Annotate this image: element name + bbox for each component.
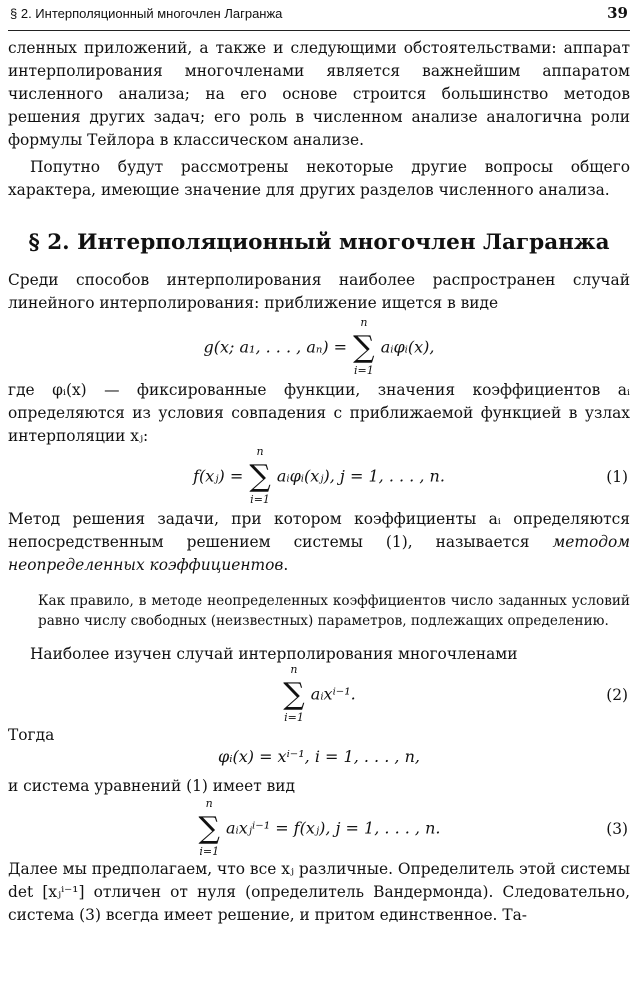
- eq-g-lhs: g(x; a₁, . . . , aₙ) =: [203, 337, 348, 357]
- eq1-lhs: f(xⱼ) =: [193, 466, 244, 486]
- sum-symbol: ∑ n i=1: [283, 680, 304, 710]
- method-text: Метод решения задачи, при котором коэффициенты aᵢ определяются непосредственным решением системы (1), называется: [8, 510, 630, 551]
- intro-paragraph-1: сленных приложений, а также и следующими обстоятельствами: аппарат интерполирования многочленами является важнейшим аппаратом численного анализа; на его основе строится большинство методов решения других задач; его роль в численном анализе аналогична роли формулы Тейлора в классическом анализе.: [8, 39, 630, 149]
- equation-1: [8, 445, 630, 508]
- eq2-rhs: aᵢxⁱ⁻¹.: [310, 684, 356, 704]
- sum-lower: i=1: [284, 711, 304, 724]
- sum-lower: i=1: [250, 493, 270, 506]
- paragraph-linear-interp: Среди способов интерполирования наиболее распространен случай линейного интерполирования: приближение ищется в виде: [8, 271, 630, 312]
- paragraph-method: [8, 508, 630, 577]
- method-end: .: [283, 556, 289, 574]
- word-togda: Тогда: [8, 726, 55, 744]
- sum-upper: n: [205, 797, 213, 810]
- sum-lower: i=1: [354, 364, 374, 377]
- sum-symbol: ∑ n i=1: [199, 814, 220, 844]
- paragraph-polynomials: Наиболее изучен случай интерполирования многочленами: [30, 645, 518, 663]
- equation-phi: [8, 747, 630, 775]
- sum-lower: i=1: [199, 845, 220, 858]
- paragraph-phi: где φᵢ(x) — фиксированные функции, значения коэффициентов aᵢ определяются из условия совпадения с приближаемой функцией в узлах интерполяции xⱼ:: [8, 381, 630, 445]
- eq-phi-text: φᵢ(x) = xⁱ⁻¹, i = 1, . . . , n,: [218, 747, 420, 766]
- sum-upper: n: [360, 316, 368, 329]
- eq-g-rhs: aᵢφᵢ(x),: [380, 337, 435, 357]
- equation-number: (3): [606, 820, 628, 838]
- intro-paragraph-2: Попутно будут рассмотрены некоторые другие вопросы общего характера, имеющие значение для других разделов численного анализа.: [8, 158, 630, 199]
- running-header: [8, 0, 630, 31]
- sum-upper: n: [256, 445, 264, 458]
- eq1-rhs: aᵢφᵢ(xⱼ), j = 1, . . . , n.: [276, 466, 445, 486]
- method-term: методом неопределенных коэффициентов: [8, 533, 630, 574]
- page-number: 39: [607, 4, 628, 22]
- sum-symbol: ∑ n i=1: [353, 333, 374, 363]
- equation-2: [8, 663, 630, 724]
- paragraph-system: и система уравнений (1) имеет вид: [8, 777, 296, 795]
- equation-number: (1): [606, 468, 628, 486]
- paragraph-vandermonde: Далее мы предполагаем, что все xⱼ различные. Определитель этой системы det [xⱼⁱ⁻¹] отличен от нуля (определитель Вандермонда). Следовательно, система (3) всегда имеет решение, и притом единственное. Та-: [8, 860, 630, 924]
- sum-upper: n: [290, 663, 298, 676]
- running-title: § 2. Интерполяционный многочлен Лагранжа: [10, 6, 283, 21]
- equation-g: [8, 315, 630, 379]
- equation-number: (2): [606, 686, 628, 704]
- equation-3: [8, 798, 630, 858]
- sum-symbol: ∑ n i=1: [249, 462, 270, 492]
- section-title: § 2. Интерполяционный многочлен Лагранжа: [28, 230, 610, 255]
- eq3-rhs: aᵢxⱼⁱ⁻¹ = f(xⱼ), j = 1, . . . , n.: [226, 818, 441, 838]
- small-note: Как правило, в методе неопределенных коэффициентов число заданных условий равно числу свободных (неизвестных) параметров, подлежащих определению.: [38, 593, 630, 629]
